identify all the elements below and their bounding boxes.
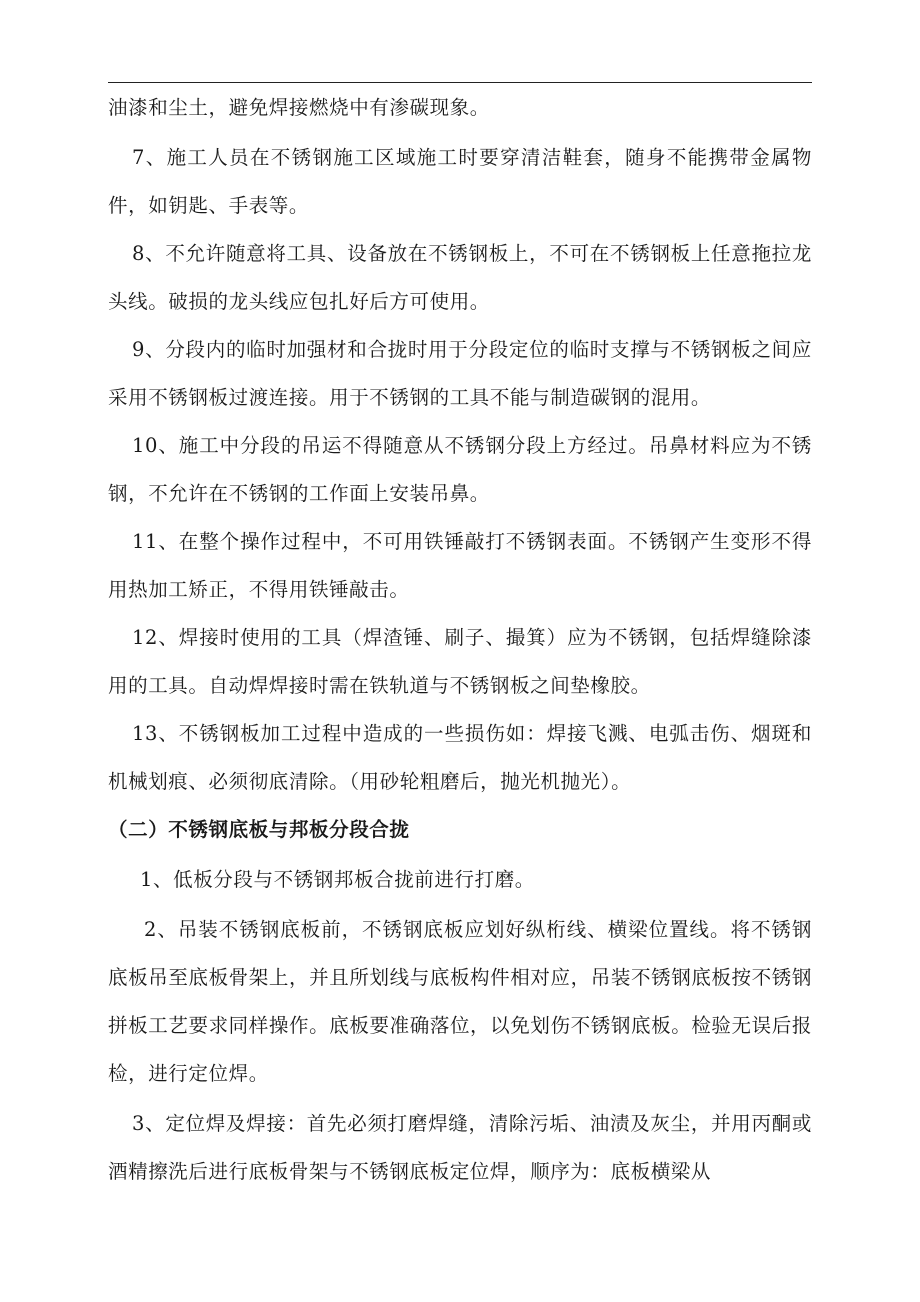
paragraph-item-11: 11、在整个操作过程中，不可用铁锤敲打不锈钢表面。不锈钢产生变形不得用热加工矫正，不得用铁锤敲击。 xyxy=(108,530,812,601)
paragraph-item-10: 10、施工中分段的吊运不得随意从不锈钢分段上方经过。吊鼻材料应为不锈钢，不允许在不锈钢的工作面上安装吊鼻。 xyxy=(108,434,812,505)
paragraph-item-13: 13、不锈钢板加工过程中造成的一些损伤如：焊接飞溅、电弧击伤、烟斑和机械划痕、必须彻底清除。（用砂轮粗磨后，抛光机抛光）。 xyxy=(108,722,812,793)
paragraph-item-8: 8、不允许随意将工具、设备放在不锈钢板上，不可在不锈钢板上任意拖拉龙头线。破损的龙头线应包扎好后方可使用。 xyxy=(108,242,812,313)
paragraph-item-9: 9、分段内的临时加强材和合拢时用于分段定位的临时支撑与不锈钢板之间应采用不锈钢板过渡连接。用于不锈钢的工具不能与制造碳钢的混用。 xyxy=(108,338,812,409)
section-heading: （二）不锈钢底板与邦板分段合拢 xyxy=(108,818,410,841)
paragraph-continuation: 油漆和尘土，避免焊接燃烧中有渗碳现象。 xyxy=(108,96,490,119)
section-paragraph-2: 2、吊装不锈钢底板前，不锈钢底板应划好纵桁线、横梁位置线。将不锈钢底板吊至底板骨架上，并且所划线与底板构件相对应，吊装不锈钢底板按不锈钢拼板工艺要求同样操作。底板要准确落位，以免划伤不锈钢底板。检验无误后报检，进行定位焊。 xyxy=(108,918,812,1085)
paragraph-item-12: 12、焊接时使用的工具（焊渣锤、刷子、撮箕）应为不锈钢，包括焊缝除漆用的工具。自动焊焊接时需在铁轨道与不锈钢板之间垫橡胶。 xyxy=(108,626,812,697)
section-paragraph-3: 3、定位焊及焊接：首先必须打磨焊缝，清除污垢、油渍及灰尘，并用丙酮或酒精擦洗后进行底板骨架与不锈钢底板定位焊，顺序为：底板横梁从 xyxy=(108,1112,812,1183)
section-paragraph-1: 1、低板分段与不锈钢邦板合拢前进行打磨。 xyxy=(140,868,535,891)
header-rule xyxy=(108,82,812,83)
paragraph-item-7: 7、施工人员在不锈钢施工区域施工时要穿清洁鞋套，随身不能携带金属物件，如钥匙、手表等。 xyxy=(108,146,812,217)
